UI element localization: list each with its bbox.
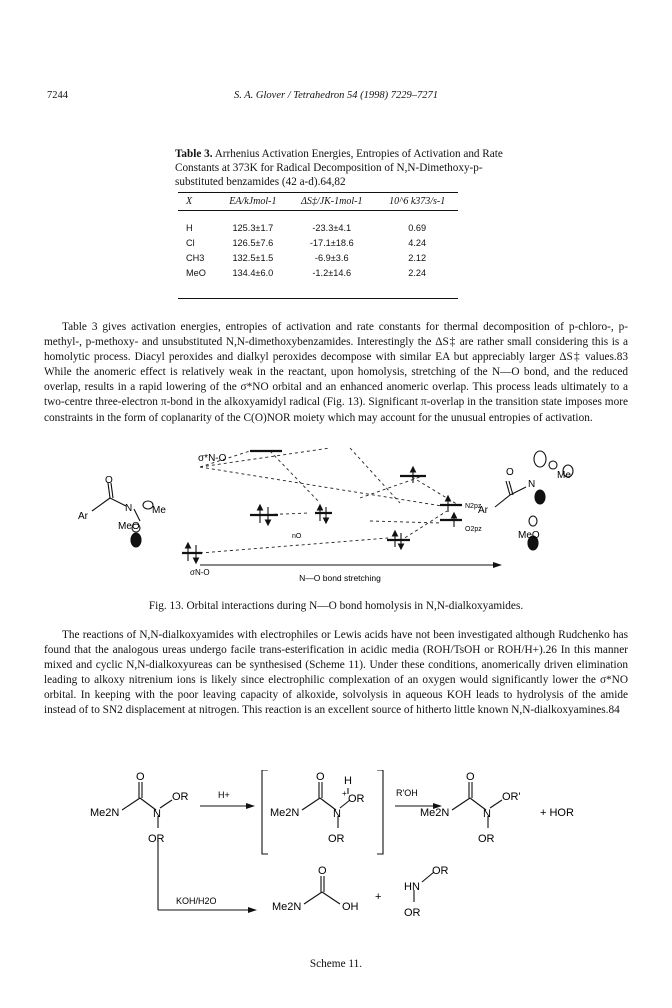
cell-x: CH3 bbox=[186, 253, 205, 263]
body-paragraph-2: The reactions of N,N-dialkoxyamides with electrophiles or Lewis acids have not been investigated although Rudchenko has found that the analogous ureas undergo facile trans-esterification in acidic media (ROH/TsOH or ROH/H+).26 In this manner mixed and cyclic N,N-dialkoxyureas can be synthesised (Scheme 11). Under these conditions, anomerically driven elimination leading to alkoxy nitrenium ions is likely since electrophilic complexation of an oxygen would significantly lower the σ*NO orbital. In keeping with the poor leaving capacity of alkoxide, solvolysis in aqueous KOH leads to hydrolysis of the amide instead of to SN2 displacement at nitrogen. This reaction is an excellent source of hitherto little known N,N-dialkoxyamines.84 bbox=[44, 629, 628, 717]
label-sigma-star: σ*N-O bbox=[198, 453, 227, 464]
cell-ds: -6.9±3.6 bbox=[314, 253, 349, 263]
right-meo: MeO bbox=[518, 530, 540, 541]
left-me: Me bbox=[152, 505, 166, 516]
s4-oh: OH bbox=[342, 901, 359, 913]
roh-prime: R'OH bbox=[396, 788, 418, 798]
scheme-labels bbox=[90, 771, 574, 919]
label-o2pz: O2pz bbox=[465, 526, 482, 533]
table-row bbox=[178, 236, 458, 251]
cell-k: 0.69 bbox=[408, 223, 427, 233]
dash-line bbox=[360, 477, 420, 498]
table-caption-text: Arrhenius Activation Energies, Entropies of Activation and Rate Constants at 373K for Radical Decomposition of N,N-Dimethoxy-p-substituted benzamides (42 a-d).64,82 bbox=[175, 148, 503, 188]
dash-line bbox=[270, 451, 320, 503]
s2-n: N bbox=[333, 808, 341, 820]
cell-ds: -23.3±4.1 bbox=[312, 223, 352, 233]
dash-line bbox=[370, 521, 440, 523]
s4-plus: + bbox=[375, 891, 382, 903]
cell-ea: 125.3±1.7 bbox=[232, 223, 274, 233]
col-header-k: 10^6 k373/s-1 bbox=[376, 194, 458, 211]
stretch-arrowhead bbox=[493, 562, 502, 568]
table-row bbox=[178, 211, 458, 236]
s5-or: OR bbox=[432, 865, 449, 877]
label-n2pz: N2pz bbox=[465, 503, 482, 510]
s4-me2n: Me2N bbox=[272, 901, 302, 913]
scheme-arrowheads bbox=[246, 803, 442, 913]
s3-me2n: Me2N bbox=[420, 807, 450, 819]
table-header-row bbox=[178, 194, 458, 211]
table-caption bbox=[175, 147, 505, 189]
cell-k: 4.24 bbox=[408, 238, 427, 248]
cell-x: Cl bbox=[186, 238, 195, 248]
hor: + HOR bbox=[540, 807, 574, 819]
s2-plus: + bbox=[342, 789, 347, 798]
table-row bbox=[178, 266, 458, 281]
axis-label: N—O bond stretching bbox=[299, 573, 381, 583]
body-paragraph-1: Table 3 gives activation energies, entropies of activation and rate constants for thermal decomposition of p-chloro-, p-methyl-, p-methoxy- and unsubstituted N,N-dimethoxybenzamides. Interestingly the ΔS‡ are rather small considering this is a homolytic process. Diacyl peroxides and dialkyl peroxides decompose with similar EA but appreciably larger ΔS‡ values.83 While the anomeric effect is relatively weak in the reactant, upon homolysis, stretching of the N—O bond, and the reduced overlap, results in a rapid lowering of the σ*NO orbital and an enhanced anomeric overlap. This process leads ultimately to a two-centre three-electron π-bond in the alkoxyamidyl radical (Fig. 13). Significant π-overlap in the transition state imposes more constraints in the form of coplanarity of the C(O)NOR moiety which may account for the unusual entropies of activation. bbox=[44, 321, 628, 424]
scheme-caption: Scheme 11. bbox=[309, 958, 363, 970]
reaction-scheme bbox=[90, 770, 610, 950]
right-n: N bbox=[528, 479, 536, 490]
left-ar: Ar bbox=[78, 511, 88, 522]
cell-ea: 134.4±6.0 bbox=[232, 268, 274, 278]
s3-or-prime: OR' bbox=[502, 791, 521, 803]
figure-caption: Fig. 13. Orbital interactions during N—O bond homolysis in N,N-dialkoxyamides. bbox=[148, 600, 524, 612]
s1-o: O bbox=[136, 771, 145, 783]
dash-line bbox=[200, 538, 388, 553]
s1-or: OR bbox=[172, 791, 189, 803]
left-n: N bbox=[125, 503, 133, 514]
dash-line bbox=[400, 511, 447, 541]
s4-o: O bbox=[318, 865, 327, 877]
s2-o: O bbox=[316, 771, 325, 783]
table-row bbox=[178, 251, 458, 266]
dash-line bbox=[350, 448, 400, 503]
s3-n: N bbox=[483, 808, 491, 820]
cell-k: 2.24 bbox=[408, 268, 427, 278]
cell-x: H bbox=[186, 223, 193, 233]
s1-or-bottom: OR bbox=[148, 833, 165, 845]
label-sigma: σN-O bbox=[190, 568, 210, 577]
table-bottom-rule bbox=[178, 298, 458, 299]
col-header-ea: EA/kJmol-1 bbox=[219, 194, 288, 211]
s2-or-bottom: OR bbox=[328, 833, 345, 845]
dash-line bbox=[412, 477, 460, 506]
correlation-lines bbox=[200, 448, 460, 553]
left-molecule bbox=[92, 483, 153, 547]
cell-x: MeO bbox=[186, 268, 206, 278]
label-n-o: nO bbox=[292, 533, 302, 540]
table-label: Table 3. bbox=[175, 148, 213, 160]
s5-hn: HN bbox=[404, 881, 420, 893]
s3-o: O bbox=[466, 771, 475, 783]
cell-ds: -17.1±18.6 bbox=[309, 238, 354, 248]
s2-me2n: Me2N bbox=[270, 807, 300, 819]
right-o: O bbox=[506, 467, 514, 478]
left-o: O bbox=[105, 475, 113, 486]
left-meo: MeO bbox=[118, 521, 140, 532]
cell-ds: -1.2±14.6 bbox=[312, 268, 352, 278]
cell-k: 2.12 bbox=[408, 253, 427, 263]
cell-ea: 132.5±1.5 bbox=[232, 253, 274, 263]
s2-h: H bbox=[344, 775, 352, 787]
right-ar: Ar bbox=[478, 505, 488, 516]
data-table bbox=[178, 194, 458, 281]
s2-or: OR bbox=[348, 793, 365, 805]
electron-arrows bbox=[186, 467, 457, 563]
dash-line bbox=[200, 467, 442, 506]
s3-or-bottom: OR bbox=[478, 833, 495, 845]
s1-me2n: Me2N bbox=[90, 807, 120, 819]
right-me: Me bbox=[557, 470, 571, 481]
page-number: 7244 bbox=[47, 90, 68, 101]
s1-n: N bbox=[153, 808, 161, 820]
orbital-diagram bbox=[70, 443, 610, 593]
col-header-x: X bbox=[178, 194, 219, 211]
col-header-ds: ΔS‡/JK-1mol-1 bbox=[287, 194, 376, 211]
running-head: S. A. Glover / Tetrahedron 54 (1998) 7229–7271 bbox=[233, 90, 439, 101]
cell-ea: 126.5±7.6 bbox=[232, 238, 274, 248]
h-plus: H+ bbox=[218, 790, 230, 800]
koh-h2o: KOH/H2O bbox=[176, 896, 217, 906]
table-top-rule bbox=[178, 192, 458, 193]
s5-or-bottom: OR bbox=[404, 907, 421, 919]
